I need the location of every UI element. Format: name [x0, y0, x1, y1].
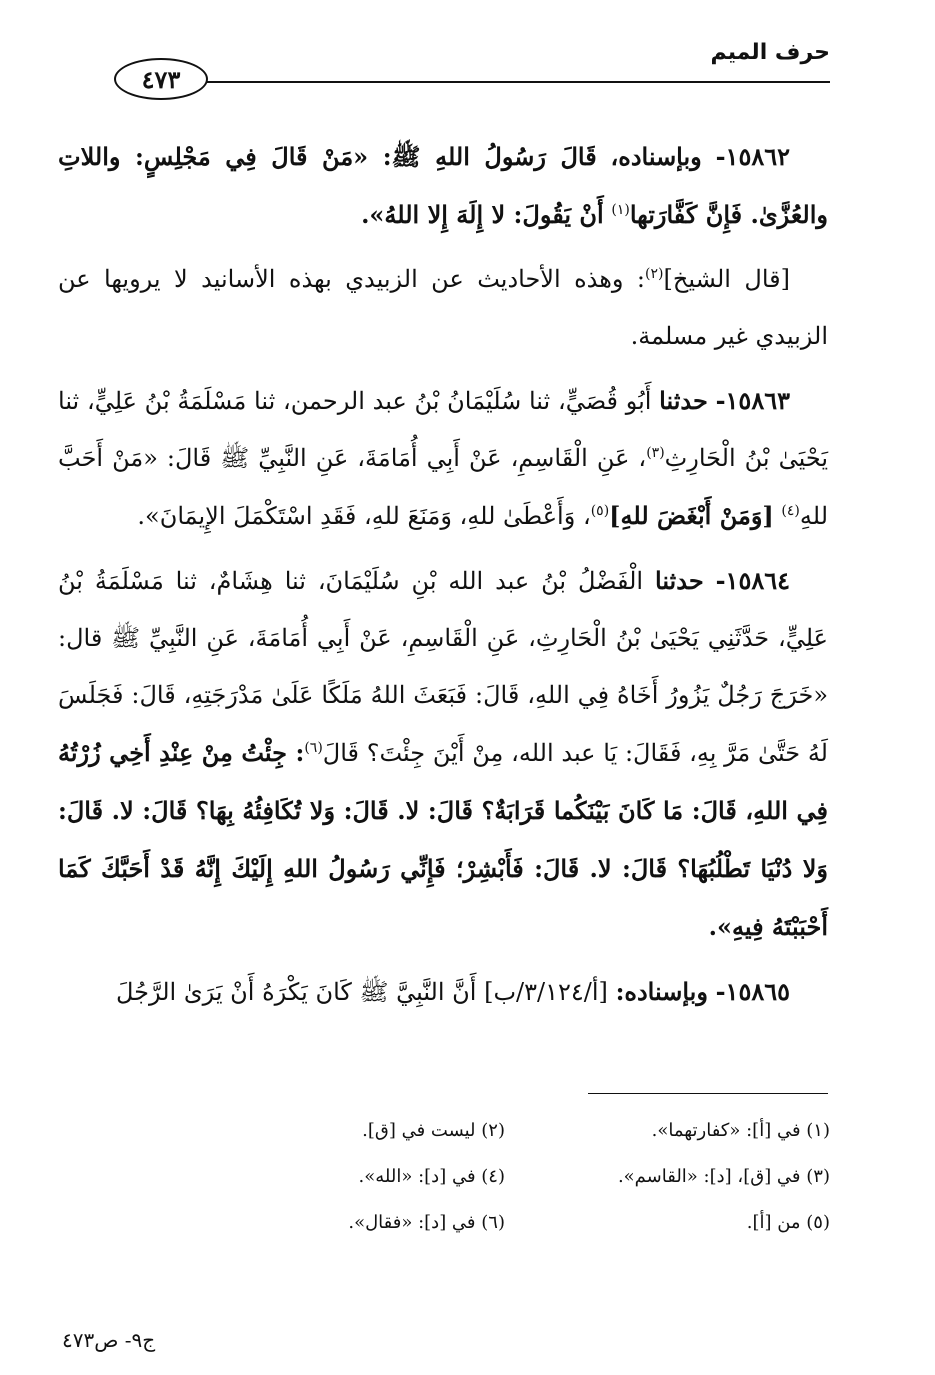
footnote-4: (٤) في [د]: «الله».: [358, 1166, 505, 1187]
sheikh-text: : وهذه الأحاديث عن الزبيدي بهذه الأسانيد لا يرويها عن الزبيدي غير مسلمة.: [58, 265, 828, 350]
page-number-badge: [114, 58, 208, 100]
page-number: ٤٧٣: [141, 64, 181, 94]
hadith-text: أَبُو قُصَيٍّ، ثنا سُلَيْمَانُ بْنُ عبد الرحمن، ثنا مَسْلَمَةُ بْنُ عَلِيٍّ، ثنا يَحْيَىٰ بْنُ الْحَارِثِ: [58, 387, 829, 472]
header-rule: [198, 81, 830, 83]
running-title: حرف الميم: [710, 40, 830, 65]
sheikh-label: [قال الشيخ]: [663, 265, 790, 293]
footnotes: [180, 1108, 830, 1246]
footnote-row: [180, 1200, 830, 1246]
footnote-marker: (٢): [645, 266, 664, 282]
main-text: [58, 128, 828, 1021]
hadith-text: أَنْ يَقُولَ: لا إِلَهَ إِلا اللهُ».: [361, 200, 604, 229]
hadith-15864: [58, 552, 828, 956]
volume-page-reference: ج٩- ص٤٧٣: [62, 1328, 156, 1352]
footnote-marker: (٤): [781, 503, 800, 519]
hadith-15865: [58, 963, 828, 1021]
hadith-text: ، وَأَعْطَىٰ للهِ، وَمَنَعَ للهِ، فَقَدِ اسْتَكْمَلَ الإِيمَانَ».: [137, 502, 591, 530]
footnote-6: (٦) في [د]: «فقال».: [348, 1212, 505, 1233]
hadith-keyword: حدثنا: [659, 386, 708, 415]
hadith-15863: [58, 372, 828, 545]
footnote-row: [180, 1154, 830, 1200]
footnote-1: (١) في [أ]: «كفارتهما».: [651, 1120, 830, 1141]
hadith-text: قَالَ رَسُولُ اللهِ ﷺ: «مَنْ قَالَ فِي مَجْلِسٍ: واللاتِ والعُزَّىٰ. فَإِنَّ كَفَّارَتها: [58, 142, 828, 229]
hadith-number: ١٥٨٦٣-: [715, 386, 790, 415]
footnote-marker: (٦): [304, 740, 323, 756]
footnote-separator: [588, 1093, 828, 1094]
footnote-marker: (٣): [646, 445, 665, 461]
footnote-5: (٥) من [أ].: [746, 1212, 830, 1233]
hadith-keyword: وبإسناده،: [610, 142, 702, 171]
footnote-marker: (٥): [590, 503, 610, 519]
hadith-keyword: حدثنا: [655, 566, 704, 595]
footnote-2: (٢) ليست في [ق].: [362, 1120, 505, 1141]
hadith-text: الْفَضْلُ بْنُ عبد الله بْنِ سُلَيْمَانَ، ثنا هِشَامٌ، ثنا مَسْلَمَةُ بْنُ عَلِيٍّ، حَدَّثَنِي يَحْيَىٰ بْنُ الْحَارِثِ، عَنِ الْقَاسِمِ، عَنْ أَبِي أُمَامَةَ، عَنِ النَّبِيِّ ﷺ قال: «خَرَجَ رَجُلٌ يَزُورُ أَخَاهُ فِي اللهِ، قَالَ: فَبَعَثَ اللهُ مَلَكًا عَلَىٰ مَدْرَجَتِهِ، قَالَ: فَجَلَسَ لَهُ حَتَّىٰ مَرَّ بِهِ، فَقَالَ: يَا عبد الله، مِنْ أَيْنَ جِئْتَ؟ قَالَ: [58, 567, 829, 767]
footnote-3: (٣) في [ق]، [د]: «القاسم».: [617, 1166, 830, 1187]
footnote-row: [180, 1108, 830, 1154]
hadith-text: [أ/٣/١٢٤/ب] أَنَّ النَّبِيَّ ﷺ كَانَ يَكْرَهُ أَنْ يَرَىٰ الرَّجُلَ: [115, 978, 608, 1006]
hadith-text: : جِئْتُ مِنْ عِنْدِ أَخِي زُرْتُهُ فِي اللهِ، قَالَ: مَا كَانَ بَيْنَكُما قَرَابَةٌ؟ قَالَ: لا. قَالَ: وَلا تُكَافِئُهُ بِهَا؟ قَالَ: لا. قَالَ: وَلا دُنْيَا تَطْلُبُهَا؟ قَالَ: لا. قَالَ: فَأَبْشِرْ؛ فَإِنِّي رَسُولُ اللهِ إِلَيْكَ إِنَّهُ قَدْ أَحَبَّكَ كَمَا أَحْبَبْتَهُ فِيهِ».: [58, 738, 829, 941]
hadith-text: ، عَنِ الْقَاسِمِ، عَنْ أَبِي أُمَامَةَ، عَنِ النَّبِيِّ ﷺ قَالَ: «مَنْ أَحَبَّ للهِ: [58, 444, 828, 530]
hadith-keyword: وبإسناده:: [615, 977, 708, 1006]
hadith-number: ١٥٨٦٥-: [715, 977, 790, 1006]
hadith-15862: [58, 128, 828, 244]
hadith-number: ١٥٨٦٤-: [715, 566, 790, 595]
sheikh-note: [58, 251, 828, 365]
hadith-text: [وَمَنْ أَبْغَضَ للهِ]: [609, 501, 774, 530]
page-header: [60, 40, 830, 100]
hadith-number: ١٥٨٦٢-: [715, 142, 790, 171]
footnote-marker: (١): [611, 202, 630, 218]
